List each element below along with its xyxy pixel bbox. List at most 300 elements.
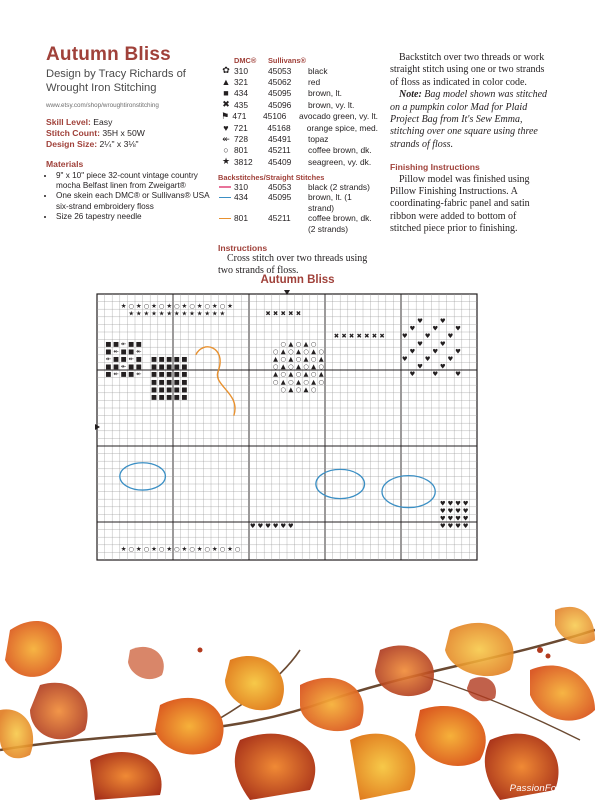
chart-stitch-symbol: ♥ bbox=[409, 347, 416, 356]
chart-stitch-symbol: ★ bbox=[128, 309, 135, 318]
skill-value: Easy bbox=[93, 117, 113, 127]
chart-stitch-symbol: ✖ bbox=[288, 309, 294, 318]
key-row bbox=[218, 99, 378, 110]
chart-stitch-symbol: ★ bbox=[151, 309, 157, 318]
chart-stitch-symbol: ▲ bbox=[273, 355, 279, 364]
backstitch-swatch bbox=[218, 182, 234, 193]
chart-stitch-symbol: ■ bbox=[105, 362, 112, 371]
chart-stitch-symbol: ■ bbox=[158, 370, 165, 379]
chart-stitch-symbol: ♥ bbox=[265, 522, 271, 531]
backstitch-row bbox=[218, 213, 378, 234]
chart-stitch-symbol: ○ bbox=[288, 347, 294, 356]
key-symbol: ✖ bbox=[222, 99, 230, 110]
chart-stitch-symbol: ✖ bbox=[295, 309, 302, 318]
chart-stitch-symbol: ♥ bbox=[401, 332, 408, 341]
chart-stitch-symbol: ✖ bbox=[356, 332, 362, 341]
chart-stitch-symbol: ★ bbox=[196, 545, 203, 554]
chart-stitch-symbol: ♥ bbox=[439, 507, 446, 516]
chart-stitch-symbol: ♥ bbox=[432, 347, 439, 356]
chart-stitch-symbol: ★ bbox=[151, 301, 157, 310]
chart-stitch-symbol: ■ bbox=[166, 362, 173, 371]
chart-stitch-symbol: ■ bbox=[158, 393, 165, 402]
chart-stitch-symbol: ★ bbox=[196, 301, 203, 310]
chart-stitch-symbol: ▲ bbox=[280, 362, 286, 371]
chart-stitch-symbol: ■ bbox=[112, 355, 120, 364]
chart-stitch-symbol: ♥ bbox=[447, 507, 454, 516]
chart-stitch-symbol: ★ bbox=[181, 301, 188, 310]
chart-stitch-symbol: ▲ bbox=[295, 362, 301, 371]
chart-stitch-symbol: ○ bbox=[318, 377, 324, 386]
chart-stitch-symbol: ■ bbox=[120, 347, 127, 356]
chart-stitch-symbol: ○ bbox=[280, 339, 286, 348]
chart-stitch-symbol: ★ bbox=[135, 309, 142, 318]
chart-stitch-symbol: ■ bbox=[128, 370, 135, 379]
chart-stitch-symbol: ↞ bbox=[120, 339, 127, 348]
chart-stitch-symbol: ↞ bbox=[113, 347, 119, 356]
chart-stitch-symbol: ○ bbox=[303, 347, 309, 356]
key-dmc: 801 bbox=[234, 145, 248, 156]
chart-stitch-symbol: ♥ bbox=[417, 339, 423, 348]
backstitch-heading: Backstitches/Straight Stitches bbox=[218, 172, 325, 182]
key-color-name: black bbox=[308, 65, 328, 76]
chart-stitch-symbol: ■ bbox=[181, 370, 188, 379]
chart-stitch-symbol: ■ bbox=[173, 377, 180, 386]
chart-stitch-symbol: ♥ bbox=[409, 370, 416, 379]
key-symbol: ★ bbox=[221, 156, 231, 167]
chart-stitch-symbol: ○ bbox=[288, 377, 294, 386]
chart-stitch-symbol: ○ bbox=[128, 545, 134, 554]
chart-stitch-symbol: ♥ bbox=[272, 522, 279, 531]
chart-stitch-symbol: ★ bbox=[173, 309, 180, 318]
backstitch-rows bbox=[218, 182, 378, 235]
key-color-name: avocado green, vy. lt. bbox=[299, 111, 378, 122]
chart-stitch-symbol: ♥ bbox=[462, 499, 469, 508]
chart-stitch-symbol: ▲ bbox=[303, 385, 309, 394]
chart-stitch-symbol: ▲ bbox=[273, 370, 279, 379]
instructions-text: Cross stitch over two threads using two strands of floss. bbox=[218, 253, 368, 277]
chart-stitch-symbol: ♥ bbox=[455, 370, 461, 379]
key-sullivans: 45096 bbox=[268, 99, 292, 110]
key-symbol: ▲ bbox=[221, 77, 231, 88]
chart-stitch-symbol: ★ bbox=[204, 309, 211, 318]
chart-stitch-symbol: ○ bbox=[143, 545, 150, 554]
backstitch-dmc: 310 bbox=[234, 181, 248, 192]
key-dmc: 728 bbox=[234, 134, 248, 145]
chart-stitch-symbol: ★ bbox=[143, 309, 150, 318]
chart-stitch-symbol: ♥ bbox=[417, 317, 423, 326]
chart-stitch-symbol: ♥ bbox=[439, 339, 446, 348]
chart-stitch-symbol: ♥ bbox=[432, 324, 439, 333]
sullivans-header: Sullivans® bbox=[268, 56, 306, 65]
chart-stitch-symbol: ■ bbox=[173, 370, 180, 379]
chart-stitch-symbol: ♥ bbox=[447, 514, 454, 523]
chart-stitch-symbol: ○ bbox=[310, 339, 317, 348]
skill-level bbox=[46, 117, 216, 128]
chart-stitch-symbol: ▲ bbox=[295, 377, 301, 386]
chart-stitch-symbol: ♥ bbox=[462, 522, 469, 531]
count-value: 35H x 50W bbox=[102, 128, 145, 138]
chart-stitch-symbol: ■ bbox=[158, 377, 165, 386]
chart-stitch-symbol: ○ bbox=[310, 385, 317, 394]
chart-stitch-symbol: ✖ bbox=[341, 332, 347, 341]
chart-stitch-symbol: ★ bbox=[135, 301, 142, 310]
chart-stitch-symbol: ○ bbox=[280, 355, 286, 364]
key-sullivans: 45491 bbox=[268, 134, 292, 145]
designer-line-2: Wrought Iron Stitching bbox=[46, 81, 157, 94]
finishing-heading: Finishing Instructions bbox=[390, 162, 480, 173]
chart-stitch-symbol: ★ bbox=[219, 309, 226, 318]
chart-stitch-symbol: ★ bbox=[166, 301, 173, 310]
chart-stitch-symbol: ★ bbox=[189, 309, 195, 318]
key-sullivans: 45053 bbox=[268, 65, 292, 76]
key-dmc: 434 bbox=[234, 88, 248, 99]
chart-stitch-symbol: ■ bbox=[181, 362, 188, 371]
chart-stitch-symbol: ■ bbox=[128, 347, 135, 356]
chart-stitch-symbol: ♥ bbox=[280, 522, 287, 531]
chart-stitch-symbol: ○ bbox=[318, 347, 324, 356]
key-color-name: topaz bbox=[308, 134, 329, 145]
key-row bbox=[218, 65, 378, 76]
chart-stitch-symbol: ○ bbox=[295, 385, 302, 394]
chart-stitch-symbol: ♥ bbox=[249, 522, 256, 531]
chart-stitch-symbol: ★ bbox=[181, 309, 188, 318]
chart-stitch-symbol: ★ bbox=[120, 301, 127, 310]
chart-stitch-symbol: ○ bbox=[295, 339, 302, 348]
chart-stitch-symbol: ■ bbox=[166, 370, 173, 379]
chart-stitch-symbol: ♥ bbox=[455, 499, 461, 508]
chart-stitch-symbol: ■ bbox=[173, 362, 180, 371]
chart-stitch-symbol: ♥ bbox=[287, 522, 294, 531]
backstitch-row bbox=[218, 182, 378, 193]
chart-stitch-symbol: ↞ bbox=[105, 355, 112, 364]
chart-stitch-symbol: ▲ bbox=[288, 385, 294, 394]
skill-label: Skill Level: bbox=[46, 117, 91, 127]
chart-stitch-symbol: ♥ bbox=[432, 370, 439, 379]
key-row bbox=[218, 111, 378, 122]
chart-stitch-symbol: ■ bbox=[128, 339, 135, 348]
chart-stitch-symbol: ■ bbox=[158, 385, 165, 394]
chart-stitch-symbol: ↞ bbox=[136, 370, 142, 379]
designer-url[interactable]: www.etsy.com/shop/wroughtironstitching bbox=[46, 102, 159, 109]
chart-stitch-symbol: ♥ bbox=[424, 355, 431, 364]
key-dmc: 435 bbox=[234, 99, 248, 110]
watermark-credit: PassionForum.ru bbox=[509, 783, 585, 794]
backstitch-dmc: 801 bbox=[234, 213, 248, 224]
right-column bbox=[390, 52, 548, 236]
chart-stitch-symbol: ■ bbox=[105, 339, 112, 348]
chart-stitch-symbol: ★ bbox=[135, 545, 142, 554]
chart-stitch-symbol: ○ bbox=[158, 301, 165, 310]
chart-stitch-symbol: ▲ bbox=[318, 370, 324, 379]
chart-stitch-symbol: ■ bbox=[120, 355, 127, 364]
chart-stitch-symbol: ■ bbox=[135, 339, 142, 348]
chart-stitch-symbol: ○ bbox=[288, 362, 294, 371]
chart-stitch-symbol: ↞ bbox=[136, 347, 142, 356]
backstitch-sullivans: 45053 bbox=[268, 181, 292, 192]
key-dmc: 321 bbox=[234, 77, 248, 88]
chart-stitch-symbol: ○ bbox=[174, 301, 180, 310]
key-color-name: brown, lt. bbox=[308, 88, 342, 99]
key-dmc: 471 bbox=[232, 111, 247, 122]
backstitch-swatch bbox=[218, 192, 234, 203]
note-paragraph bbox=[390, 89, 548, 151]
chart-stitch-symbol: ▲ bbox=[311, 377, 317, 386]
chart-stitch-symbol: ■ bbox=[150, 385, 158, 394]
chart-stitch-symbol: ■ bbox=[128, 362, 135, 371]
chart-stitch-symbol: ■ bbox=[181, 355, 188, 364]
chart-stitch-symbol: ♥ bbox=[424, 332, 431, 341]
key-sullivans: 45211 bbox=[268, 145, 291, 156]
materials-list bbox=[46, 171, 216, 222]
key-color-name: red bbox=[308, 77, 321, 88]
chart-stitch-symbol: ▲ bbox=[303, 370, 309, 379]
chart-stitch-symbol: ♥ bbox=[455, 507, 461, 516]
chart-stitch-symbol: ★ bbox=[227, 301, 233, 310]
chart-stitch-symbol: ■ bbox=[181, 377, 188, 386]
chart-stitch-symbol: ■ bbox=[120, 370, 127, 379]
backstitch-row bbox=[218, 192, 378, 213]
chart-stitch-symbol: ▲ bbox=[311, 347, 317, 356]
key-row bbox=[218, 76, 378, 87]
chart-stitch-symbol: ■ bbox=[150, 393, 158, 402]
chart-stitch-symbol: ✖ bbox=[272, 309, 279, 318]
chart-stitch-symbol: ○ bbox=[280, 370, 286, 379]
chart-stitch-symbol: ♥ bbox=[439, 499, 446, 508]
chart-stitch-symbol: ■ bbox=[112, 339, 120, 348]
chart-stitch-symbol: ■ bbox=[105, 347, 112, 356]
key-symbol: ♥ bbox=[223, 122, 229, 133]
autumn-leaves-illustration bbox=[0, 590, 595, 800]
chart-stitch-symbol: ♥ bbox=[439, 317, 446, 326]
chart-stitch-symbol: ■ bbox=[158, 362, 165, 371]
chart-stitch-symbol: ★ bbox=[151, 545, 157, 554]
chart-stitch-symbol: ✖ bbox=[348, 332, 355, 341]
chart-stitch-symbol: ■ bbox=[150, 370, 158, 379]
chart-stitch-symbol: ▲ bbox=[288, 370, 294, 379]
key-row bbox=[218, 88, 378, 99]
chart-stitch-symbol: ♥ bbox=[447, 332, 454, 341]
page-title: Autumn Bliss bbox=[46, 44, 171, 65]
color-key bbox=[218, 56, 378, 278]
chart-stitch-symbol: ○ bbox=[272, 362, 279, 371]
chart-stitch-symbol: ★ bbox=[120, 545, 127, 554]
chart-stitch-symbol: ■ bbox=[105, 370, 112, 379]
chart-stitch-symbol: ○ bbox=[303, 362, 309, 371]
key-sullivans: 45062 bbox=[268, 77, 292, 88]
chart-stitch-symbol: ○ bbox=[158, 545, 165, 554]
count-label: Stitch Count: bbox=[46, 128, 100, 138]
backstitch-instructions: Backstitch over two threads or work straight stitch using one or two strands of floss as indicated in color code. bbox=[390, 52, 545, 88]
chart-stitch-symbol: ○ bbox=[280, 385, 286, 394]
chart-stitch-symbol: ✖ bbox=[280, 309, 286, 318]
cross-stitch-chart bbox=[95, 290, 500, 580]
chart-stitch-symbol: ■ bbox=[150, 362, 158, 371]
key-dmc: 721 bbox=[233, 122, 248, 133]
note-label: Note: bbox=[399, 89, 422, 101]
chart-stitch-symbol: ■ bbox=[173, 393, 180, 402]
chart-stitch-symbol: ■ bbox=[150, 377, 158, 386]
chart-stitch-symbol: ★ bbox=[211, 309, 218, 318]
chart-stitch-symbol: ▲ bbox=[303, 355, 309, 364]
chart-stitch-symbol: ✖ bbox=[265, 309, 271, 318]
chart-stitch-symbol: ○ bbox=[310, 355, 317, 364]
key-header bbox=[218, 56, 378, 65]
chart-stitch-symbol: ✖ bbox=[364, 332, 370, 341]
stitch-count bbox=[46, 128, 216, 139]
chart-stitch-symbol: ♥ bbox=[462, 514, 469, 523]
chart-stitch-symbol: ○ bbox=[295, 355, 302, 364]
chart-stitch-symbol: ▲ bbox=[295, 347, 301, 356]
chart-stitch-symbol: ♥ bbox=[417, 362, 423, 371]
backstitch-name: black (2 strands) bbox=[308, 181, 370, 192]
chart-stitch-symbol: ○ bbox=[174, 545, 180, 554]
key-symbol: ○ bbox=[223, 145, 229, 156]
key-symbol: ✿ bbox=[222, 65, 230, 76]
key-color-name: brown, vy. lt. bbox=[308, 99, 355, 110]
chart-stitch-symbol: ♥ bbox=[462, 507, 469, 516]
chart-stitch-symbol: ♥ bbox=[447, 355, 454, 364]
chart-stitch-symbol: ■ bbox=[166, 377, 173, 386]
key-color-name: orange spice, med. bbox=[306, 122, 378, 133]
chart-stitch-symbol: ▲ bbox=[303, 339, 309, 348]
chart-stitch-symbol: ★ bbox=[166, 545, 173, 554]
chart-stitch-symbol: ▲ bbox=[311, 362, 317, 371]
key-sullivans: 45106 bbox=[263, 111, 287, 122]
chart-stitch-symbol: ★ bbox=[227, 545, 233, 554]
instructions-heading: Instructions bbox=[218, 243, 268, 254]
chart-stitch-symbol: ■ bbox=[166, 393, 173, 402]
chart-grid bbox=[97, 294, 477, 560]
materials-item: • One skein each DMC® or Sullivans® USA six-strand embroidery floss bbox=[55, 191, 216, 211]
chart-stitch-symbol: ♥ bbox=[439, 362, 446, 371]
key-sullivans: 45168 bbox=[267, 122, 291, 133]
chart-stitch-symbol: ↞ bbox=[120, 362, 127, 371]
chart-stitch-symbol: ♥ bbox=[439, 514, 446, 523]
chart-stitch-symbol: ✖ bbox=[333, 332, 340, 341]
key-row bbox=[218, 122, 378, 133]
chart-stitch-symbol: ○ bbox=[204, 545, 210, 554]
chart-stitch-symbol: ✖ bbox=[371, 332, 378, 341]
key-symbol: ■ bbox=[223, 88, 229, 99]
chart-stitch-symbol: ○ bbox=[189, 301, 195, 310]
chart-stitch-symbol: ✖ bbox=[379, 332, 385, 341]
chart-stitch-symbol: ▲ bbox=[288, 339, 294, 348]
chart-stitch-symbol: ★ bbox=[211, 545, 218, 554]
key-row bbox=[218, 156, 378, 167]
materials-item: • 9" x 10" piece 32-count vintage country mocha Belfast linen from Zweigart® bbox=[55, 171, 216, 191]
key-sullivans: 45409 bbox=[268, 156, 292, 167]
chart-stitch-symbol: ★ bbox=[166, 309, 173, 318]
chart-stitch-symbol: ♥ bbox=[439, 522, 446, 531]
chart-stitch-symbol: ■ bbox=[181, 393, 188, 402]
chart-stitch-symbol: ★ bbox=[211, 301, 218, 310]
chart-stitch-symbol: ○ bbox=[219, 545, 226, 554]
chart-stitch-symbol: ♥ bbox=[455, 514, 461, 523]
chart-stitch-symbol: ■ bbox=[158, 355, 165, 364]
chart-stitch-symbol: ↞ bbox=[113, 370, 119, 379]
left-column bbox=[46, 44, 216, 222]
chart-stitch-symbol: ■ bbox=[181, 385, 188, 394]
chart-stitch-symbol: ★ bbox=[196, 309, 203, 318]
chart-stitch-symbol: ○ bbox=[272, 377, 279, 386]
dmc-header: DMC® bbox=[234, 56, 257, 65]
key-symbol: ↞ bbox=[222, 133, 230, 144]
chart-stitch-symbol: ▲ bbox=[318, 355, 324, 364]
key-rows bbox=[218, 65, 378, 168]
chart-stitch-symbol: ○ bbox=[318, 362, 324, 371]
note-text: Bag model shown was stitched on a pumpkin color Mad for Plaid Project Bag from It's Sew Emma, stitching over one square using three strands of floss. bbox=[390, 89, 548, 150]
size-value: 2¼" x 3⅛" bbox=[99, 139, 139, 149]
chart-stitch-symbol: ♥ bbox=[401, 355, 408, 364]
chart-title: Autumn Bliss bbox=[260, 274, 335, 286]
chart-stitch-symbol: ♥ bbox=[455, 347, 461, 356]
size-label: Design Size: bbox=[46, 139, 98, 149]
chart-stitch-symbol: ○ bbox=[219, 301, 226, 310]
chart-stitch-symbol: ▲ bbox=[288, 355, 294, 364]
chart-stitch-symbol: ○ bbox=[143, 301, 150, 310]
key-symbol: ⚑ bbox=[221, 110, 230, 121]
chart-stitch-symbol: ↞ bbox=[128, 355, 134, 364]
backstitch-dmc: 434 bbox=[234, 192, 248, 203]
chart-stitch-symbol: ■ bbox=[173, 355, 180, 364]
chart-stitch-symbol: ♥ bbox=[447, 522, 454, 531]
materials-heading: Materials bbox=[46, 159, 84, 169]
chart-stitch-symbol: ■ bbox=[112, 362, 120, 371]
chart-stitch-symbol: ■ bbox=[166, 355, 173, 364]
chart-stitch-symbol: ○ bbox=[189, 545, 195, 554]
chart-stitch-symbol: ★ bbox=[158, 309, 165, 318]
key-dmc: 3812 bbox=[234, 156, 253, 167]
chart-stitch-symbol: ○ bbox=[295, 370, 302, 379]
chart-stitch-symbol: ○ bbox=[128, 301, 134, 310]
chart-stitch-symbol: ■ bbox=[150, 355, 158, 364]
chart-stitch-symbol: ♥ bbox=[455, 522, 461, 531]
chart-stitch-symbol: ■ bbox=[166, 385, 173, 394]
specs-block bbox=[46, 117, 216, 150]
key-color-name: coffee brown, dk. bbox=[308, 145, 372, 156]
key-row bbox=[218, 133, 378, 144]
key-color-name: seagreen, vy. dk. bbox=[308, 156, 372, 167]
chart-stitch-symbol: ○ bbox=[272, 347, 279, 356]
backstitch-sullivans: 45095 bbox=[268, 192, 292, 203]
backstitch-name: brown, lt. (1 strand) bbox=[308, 192, 352, 213]
key-row bbox=[218, 145, 378, 156]
chart-stitch-symbol: ▲ bbox=[280, 377, 286, 386]
design-size bbox=[46, 139, 216, 150]
backstitch-sullivans: 45211 bbox=[268, 213, 291, 224]
chart-stitch-symbol: ★ bbox=[181, 545, 188, 554]
backstitch-swatch bbox=[218, 213, 234, 224]
key-dmc: 310 bbox=[234, 65, 248, 76]
chart-stitch-symbol: ○ bbox=[310, 370, 317, 379]
chart-stitch-symbol: ▲ bbox=[280, 347, 286, 356]
designer-line-1: Design by Tracy Richards of bbox=[46, 68, 186, 80]
chart-stitch-symbol: ■ bbox=[135, 362, 142, 371]
key-sullivans: 45095 bbox=[268, 88, 292, 99]
chart-stitch-symbol: ■ bbox=[173, 385, 180, 394]
chart-stitch-symbol: ♥ bbox=[409, 324, 416, 333]
backstitch-name: coffee brown, dk. (2 strands) bbox=[308, 213, 372, 234]
finishing-text: Pillow model was finished using Pillow Finishing Instructions. A coordinating-fabric panel and satin ribbon were added to bottom of stitched piece prior to finishing. bbox=[390, 173, 530, 235]
chart-stitch-symbol: ♥ bbox=[455, 324, 461, 333]
chart-stitch-symbol: ○ bbox=[234, 545, 241, 554]
materials-item: • Size 26 tapestry needle bbox=[55, 212, 216, 222]
chart-stitch-symbol: ○ bbox=[204, 301, 210, 310]
chart-stitch-symbol: ○ bbox=[303, 377, 309, 386]
chart-stitch-symbol: ■ bbox=[135, 355, 142, 364]
chart-stitch-symbol: ♥ bbox=[257, 522, 264, 531]
chart-stitch-symbol: ♥ bbox=[447, 499, 454, 508]
